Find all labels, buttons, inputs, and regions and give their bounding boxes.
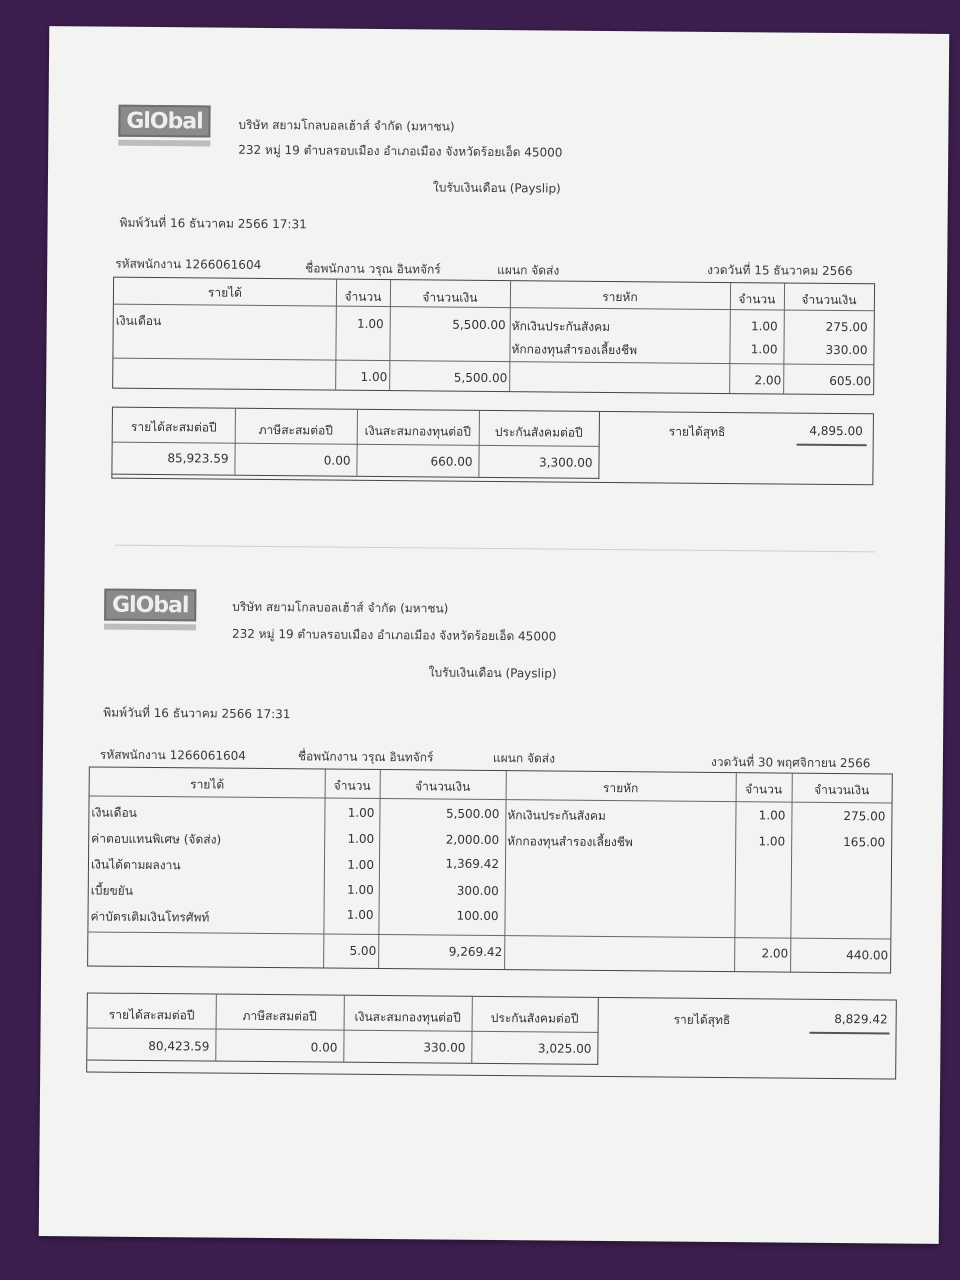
- employee-name: ชื่อพนักงาน วรุณ อินทจักร์: [305, 261, 441, 277]
- income-amount: 1,369.42: [445, 856, 500, 872]
- total-income-qty: 5.00: [349, 943, 377, 958]
- company-address: 232 หมู่ 19 ตำบลรอบเมือง อำเภอเมือง จังหวัดร้อยเอ็ด 45000: [231, 626, 557, 644]
- summary-value: 660.00: [430, 454, 473, 469]
- income-label: เงินเดือน: [91, 805, 137, 820]
- header-income: รายได้: [207, 285, 243, 300]
- summary-box: [86, 992, 897, 1079]
- income-qty: 1.00: [347, 805, 375, 820]
- company-logo: GlObal: [118, 105, 210, 146]
- net-income-label: รายได้สุทธิ: [668, 424, 726, 440]
- header-deduction: รายหัก: [602, 289, 638, 305]
- deduction-amount: 165.00: [843, 835, 886, 850]
- total-income-qty: 1.00: [360, 369, 388, 385]
- print-date: พิมพ์วันที่ 16 ธันวาคม 2566 17:31: [119, 215, 307, 232]
- employee-id: รหัสพนักงาน 1266061604: [99, 747, 247, 763]
- total-income-amount: 9,269.42: [448, 944, 503, 960]
- company-address: 232 หมู่ 19 ตำบลรอบเมือง อำเภอเมือง จังหวัดร้อยเอ็ด 45000: [238, 142, 563, 160]
- summary-box: [111, 407, 874, 486]
- pay-period: งวดวันที่ 15 ธันวาคม 2566: [707, 262, 853, 279]
- summary-table: [87, 993, 599, 1064]
- payslip-table: [112, 277, 875, 396]
- total-ded-amount: 440.00: [846, 948, 889, 963]
- deduction-label: หักเงินประกันสังคม: [511, 319, 611, 335]
- income-label: เบี้ยขยัน: [90, 883, 134, 898]
- income-qty: 1.00: [347, 857, 375, 872]
- summary-value: 3,300.00: [539, 455, 593, 470]
- payslip-2: [40, 510, 945, 1078]
- deduction-amount: 275.00: [843, 809, 886, 824]
- income-amount: 300.00: [456, 883, 499, 899]
- total-ded-qty: 2.00: [761, 946, 789, 961]
- net-income-label: รายได้สุทธิ: [673, 1012, 731, 1028]
- header-deduction: รายหัก: [602, 780, 639, 796]
- net-income-value: 8,829.42: [834, 1011, 888, 1027]
- summary-header: ภาษีสะสมต่อปี: [258, 422, 333, 438]
- company-logo: GlObal: [104, 589, 196, 630]
- header-qty: จำนวน: [344, 289, 382, 305]
- deduction-qty: 1.00: [758, 808, 786, 823]
- summary-value: 0.00: [310, 1040, 338, 1055]
- deduction-label: หักกองทุนสำรองเลี้ยงชีพ: [507, 834, 633, 850]
- summary-header: รายได้สะสมต่อปี: [130, 419, 217, 435]
- deduction-qty: 1.00: [758, 834, 786, 849]
- summary-header: ประกันสังคมต่อปี: [490, 1010, 579, 1026]
- company-name: บริษัท สยามโกลบอลเฮ้าส์ จำกัด (มหาชน): [238, 117, 455, 134]
- total-ded-qty: 2.00: [754, 373, 782, 388]
- summary-value: 330.00: [423, 1040, 466, 1055]
- header-ded-qty: จำนวน: [745, 782, 783, 797]
- deduction-amount: 275.00: [825, 319, 868, 335]
- summary-header: ประกันสังคมต่อปี: [494, 425, 583, 440]
- employee-id: รหัสพนักงาน 1266061604: [115, 256, 262, 272]
- payslip-table: [87, 766, 893, 973]
- header-amount: จำนวนเงิน: [422, 290, 478, 305]
- summary-value: 0.00: [323, 453, 351, 468]
- department: แผนก จัดส่ง: [497, 263, 560, 278]
- company-name: บริษัท สยามโกลบอลเฮ้าส์ จำกัด (มหาชน): [232, 599, 449, 616]
- summary-header: ภาษีสะสมต่อปี: [242, 1008, 317, 1024]
- header-qty: จำนวน: [333, 778, 371, 793]
- employee-name: ชื่อพนักงาน วรุณ อินทจักร์: [297, 749, 434, 765]
- document-title: ใบรับเงินเดือน (Payslip): [428, 665, 557, 681]
- income-label: เงินเดือน: [115, 313, 162, 329]
- print-date: พิมพ์วันที่ 16 ธันวาคม 2566 17:31: [103, 705, 291, 722]
- header-ded-qty: จำนวน: [738, 292, 776, 307]
- summary-value: 80,423.59: [148, 1038, 210, 1054]
- income-qty: 1.00: [356, 316, 384, 332]
- net-income-value: 4,895.00: [809, 423, 863, 439]
- income-label: เงินได้ตามผลงาน: [90, 857, 181, 873]
- payslip-paper: [39, 26, 950, 1244]
- deduction-qty: 1.00: [750, 342, 778, 357]
- total-ded-amount: 605.00: [829, 373, 872, 389]
- document-title: ใบรับเงินเดือน (Payslip): [432, 180, 561, 196]
- payslip-1: [44, 26, 949, 594]
- net-income-underline: [810, 1032, 890, 1035]
- income-label: ค่าตอบแทนพิเศษ (จัดส่ง): [91, 831, 222, 847]
- summary-header: เงินสะสมกองทุนต่อปี: [354, 1009, 461, 1025]
- summary-header: เงินสะสมกองทุนต่อปี: [364, 423, 471, 439]
- header-income: รายได้: [190, 777, 225, 792]
- income-amount: 100.00: [456, 908, 499, 924]
- income-amount: 5,500.00: [452, 317, 506, 333]
- pay-period: งวดวันที่ 30 พฤศจิกายน 2566: [710, 754, 871, 771]
- header-ded-amount: จำนวนเงิน: [801, 292, 857, 308]
- income-qty: 1.00: [346, 882, 374, 897]
- deduction-amount: 330.00: [825, 342, 868, 358]
- income-label: ค่าบัตรเติมเงินโทรศัพท์: [90, 909, 210, 925]
- income-qty: 1.00: [347, 831, 375, 846]
- summary-value: 85,923.59: [167, 451, 229, 466]
- income-amount: 5,500.00: [445, 806, 500, 822]
- header-ded-amount: จำนวนเงิน: [814, 782, 870, 798]
- header-amount: จำนวนเงิน: [415, 779, 471, 794]
- deduction-qty: 1.00: [750, 319, 778, 334]
- net-income-underline: [797, 444, 867, 447]
- summary-value: 3,025.00: [537, 1041, 592, 1056]
- deduction-label: หักเงินประกันสังคม: [507, 808, 606, 823]
- summary-table: [112, 408, 600, 479]
- deduction-label: หักกองทุนสำรองเลี้ยงชีพ: [511, 342, 638, 358]
- summary-header: รายได้สะสมต่อปี: [108, 1007, 195, 1023]
- department: แผนก จัดส่ง: [492, 750, 556, 766]
- income-qty: 1.00: [346, 907, 374, 922]
- total-income-amount: 5,500.00: [453, 370, 508, 386]
- income-amount: 2,000.00: [445, 832, 500, 848]
